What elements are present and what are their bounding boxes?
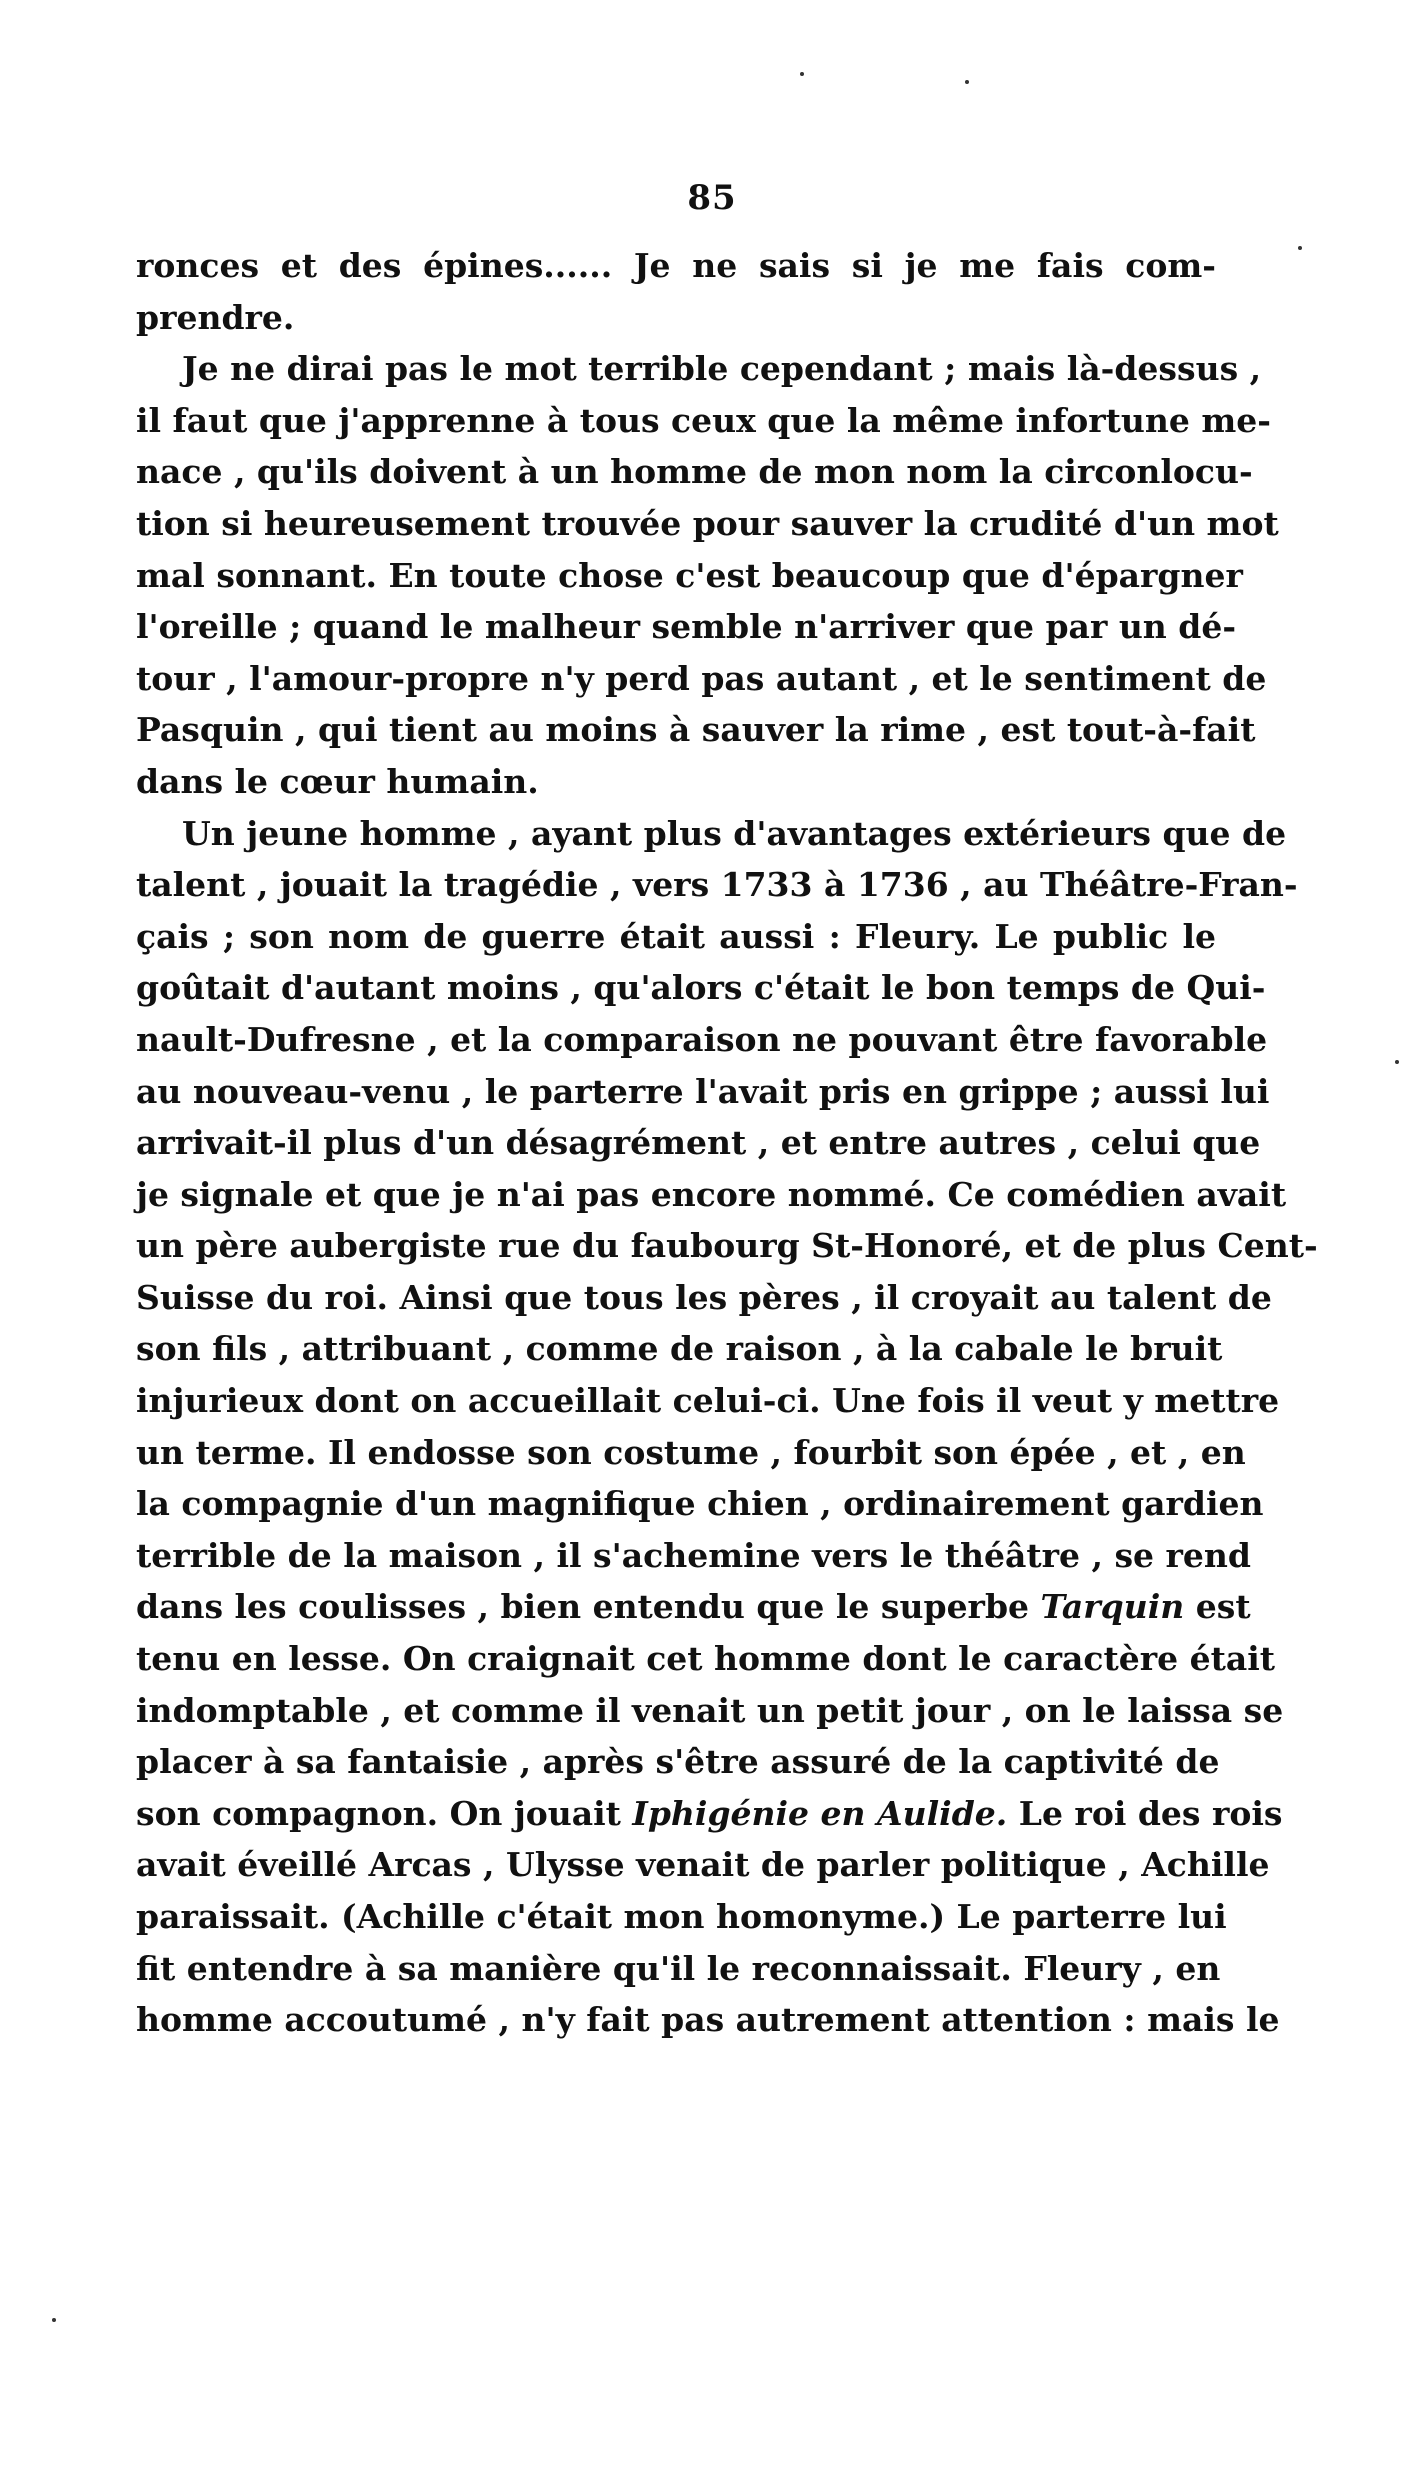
text-line: [136, 1117, 1261, 1169]
text-segment: mal sonnant. En toute chose c'est beaucoup que d'épargner: [136, 555, 1243, 595]
text-line: [136, 292, 1216, 344]
text-segment: çais ; son nom de guerre était aussi : Fleury. Le public le: [136, 916, 1216, 956]
text-segment: je signale et que je n'ai pas encore nommé. Ce comédien avait: [136, 1174, 1287, 1214]
text-segment: placer à sa fantaisie , après s'être assuré de la captivité de: [136, 1742, 1220, 1782]
text-line: [136, 1788, 1283, 1840]
print-speck: [1395, 1060, 1399, 1064]
text-line: [136, 1685, 1284, 1737]
text-line: [136, 446, 1253, 498]
text-line: [136, 1169, 1287, 1221]
text-segment: tour , l'amour-propre n'y perd pas autant , et le sentiment de: [136, 658, 1267, 698]
text-segment: est: [1184, 1587, 1251, 1627]
text-line: [136, 601, 1237, 653]
text-line: [136, 911, 1216, 963]
text-segment: Je ne dirai pas le mot terrible cependant ; mais là-dessus ,: [182, 349, 1262, 389]
text-line: [136, 653, 1267, 705]
text-line: [136, 395, 1271, 447]
text-segment: tenu en lesse. On craignait cet homme dont le caractère était: [136, 1639, 1276, 1679]
italic-title: Iphigénie en Aulide.: [632, 1793, 1008, 1833]
italic-title: Tarquin: [1040, 1587, 1185, 1627]
text-segment: terrible de la maison , il s'achemine vers le théâtre , se rend: [136, 1535, 1251, 1575]
text-line: [136, 1943, 1221, 1995]
text-segment: arrivait-il plus d'un désagrément , et entre autres , celui que: [136, 1123, 1261, 1163]
text-line: [136, 1478, 1264, 1530]
text-line: [136, 1375, 1280, 1427]
text-segment: Pasquin , qui tient au moins à sauver la rime , est tout-à-fait: [136, 710, 1256, 750]
text-segment: un père aubergiste rue du faubourg St-Honoré, et de plus Cent-: [136, 1226, 1318, 1266]
text-segment: dans les coulisses , bien entendu que le superbe: [136, 1587, 1041, 1627]
text-line: [136, 808, 1287, 860]
text-segment: nace , qu'ils doivent à un homme de mon nom la circonlocu-: [136, 452, 1253, 492]
text-segment: homme accoutumé , n'y fait pas autrement attention : mais le: [136, 2000, 1280, 2040]
text-segment: indomptable , et comme il venait un petit jour , on le laissa se: [136, 1690, 1284, 1730]
text-line: [136, 756, 1216, 808]
text-segment: Le roi des rois: [1007, 1793, 1283, 1833]
text-line: [136, 240, 1216, 292]
text-segment: la compagnie d'un magnifique chien , ordinairement gardien: [136, 1484, 1264, 1524]
text-segment: un terme. Il endosse son costume , fourbit son épée , et , en: [136, 1432, 1246, 1472]
text-segment: Suisse du roi. Ainsi que tous les pères , il croyait au talent de: [136, 1277, 1272, 1317]
body-text: [136, 240, 1318, 2046]
text-line: [136, 1220, 1318, 1272]
print-speck: [800, 72, 804, 76]
text-segment: son compagnon. On jouait: [136, 1793, 633, 1833]
text-segment: nault-Dufresne , et la comparaison ne pouvant être favorable: [136, 1019, 1268, 1059]
print-speck: [1298, 246, 1302, 250]
text-line: [136, 1427, 1246, 1479]
text-line: [136, 962, 1266, 1014]
text-segment: son fils , attribuant , comme de raison , à la cabale le bruit: [136, 1329, 1223, 1369]
print-speck: [52, 2318, 56, 2322]
text-line: [136, 859, 1298, 911]
text-segment: goûtait d'autant moins , qu'alors c'était le bon temps de Qui-: [136, 968, 1266, 1008]
print-speck: [965, 80, 969, 84]
text-line: [136, 550, 1243, 602]
text-line: [136, 1272, 1272, 1324]
text-segment: talent , jouait la tragédie , vers 1733 à 1736 , au Théâtre-Fran-: [136, 865, 1298, 905]
text-segment: prendre.: [136, 297, 295, 337]
text-line: [136, 343, 1262, 395]
text-line: [136, 1839, 1270, 1891]
text-segment: paraissait. (Achille c'était mon homonyme.) Le parterre lui: [136, 1897, 1227, 1936]
text-line: [136, 1994, 1280, 2046]
text-line: [136, 1530, 1251, 1582]
text-segment: dans le cœur humain.: [136, 761, 539, 801]
text-line: [136, 1014, 1268, 1066]
text-line: [136, 1066, 1270, 1118]
text-segment: Un jeune homme , ayant plus d'avantages extérieurs que de: [182, 813, 1287, 853]
text-line: [136, 1891, 1227, 1943]
text-line: [136, 498, 1279, 550]
text-segment: ronces et des épines...... Je ne sais si je me fais com-: [136, 246, 1216, 285]
text-line: [136, 1633, 1276, 1685]
text-segment: au nouveau-venu , le parterre l'avait pris en grippe ; aussi lui: [136, 1071, 1270, 1111]
page-number: 85: [687, 178, 737, 218]
text-segment: l'oreille ; quand le malheur semble n'arriver que par un dé-: [136, 607, 1237, 647]
text-segment: avait éveillé Arcas , Ulysse venait de parler politique , Achille: [136, 1845, 1270, 1885]
text-segment: fit entendre à sa manière qu'il le reconnaissait. Fleury , en: [136, 1948, 1221, 1988]
text-line: [136, 704, 1256, 756]
text-line: [136, 1323, 1223, 1375]
text-segment: tion si heureusement trouvée pour sauver la crudité d'un mot: [136, 503, 1279, 543]
text-line: [136, 1736, 1220, 1788]
text-segment: injurieux dont on accueillait celui-ci. Une fois il veut y mettre: [136, 1381, 1280, 1421]
text-segment: il faut que j'apprenne à tous ceux que la même infortune me-: [136, 400, 1271, 440]
text-line: [136, 1581, 1251, 1633]
